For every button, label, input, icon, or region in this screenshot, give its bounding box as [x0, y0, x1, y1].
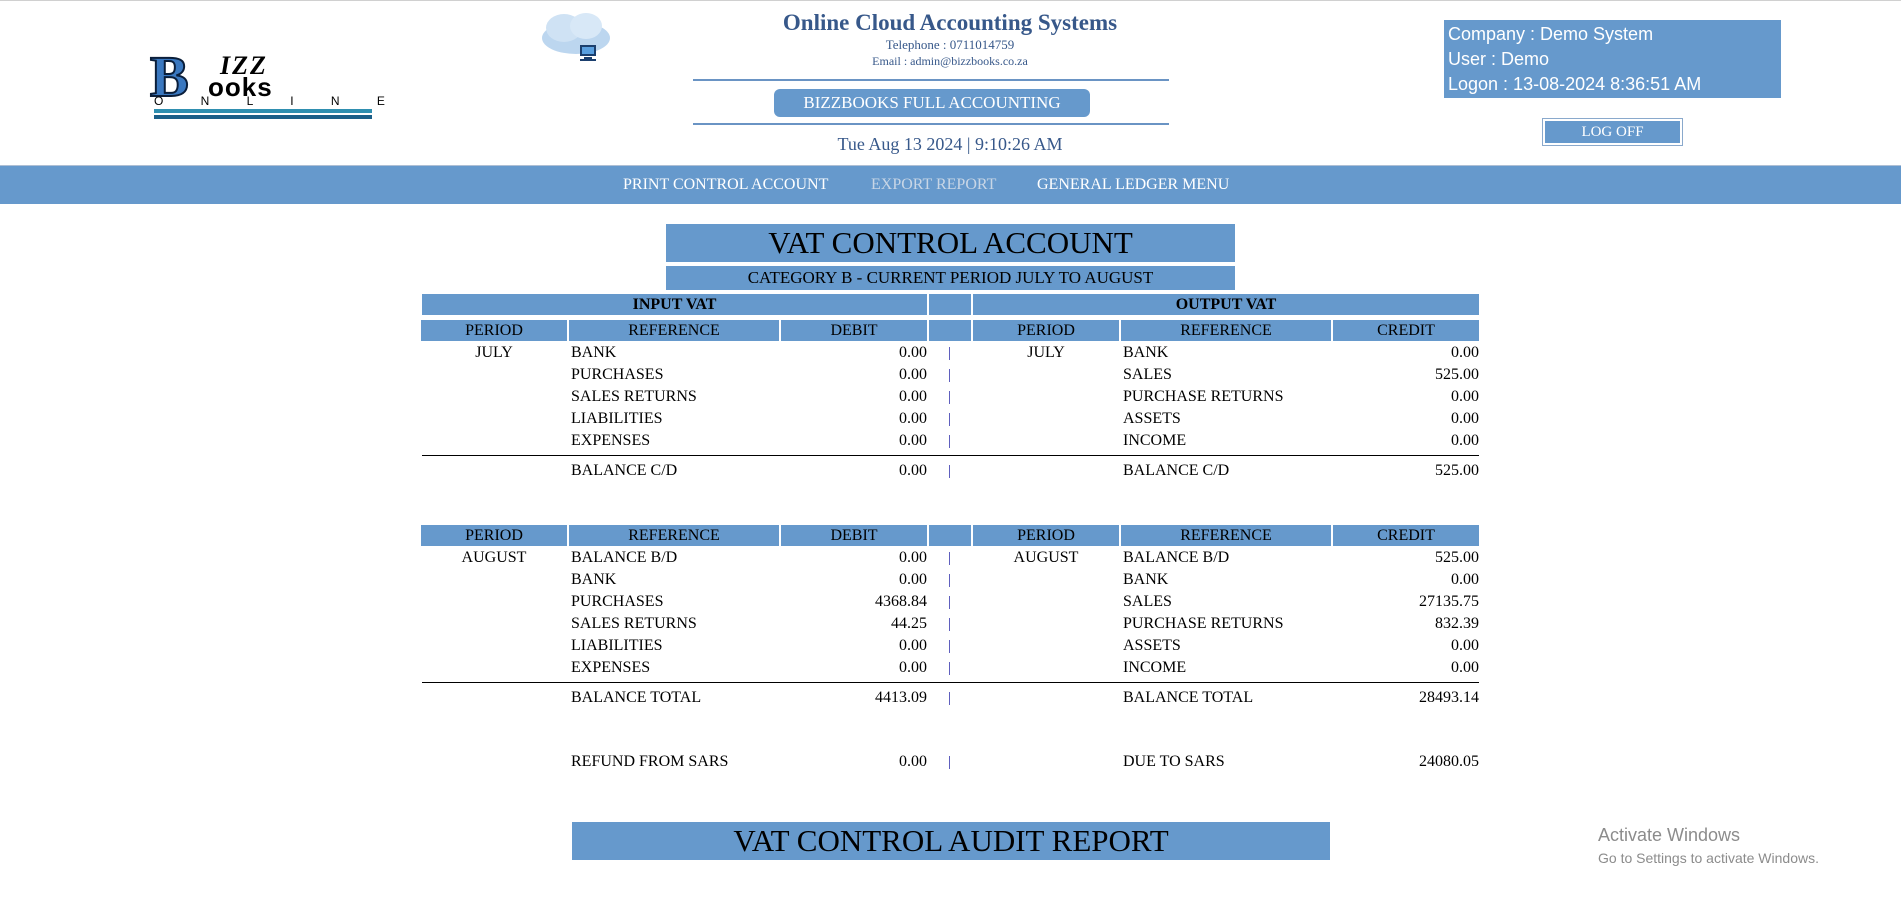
july-output-balance-ref: BALANCE C/D [1123, 462, 1230, 479]
telephone-text: Telephone : 0711014759 [885, 37, 1015, 52]
period-july-input: JULY [475, 344, 513, 361]
period-august-output: AUGUST [1013, 549, 1079, 566]
col-separator [929, 525, 971, 546]
svg-text:B: B [150, 44, 189, 109]
row-separator: | [948, 463, 952, 479]
col-separator [929, 320, 971, 341]
july-input-ref: LIABILITIES [571, 410, 663, 427]
report-title: VAT CONTROL ACCOUNT [666, 224, 1235, 262]
row-separator: | [948, 345, 952, 361]
col-reference-input: REFERENCE [569, 525, 779, 546]
general-ledger-menu-link[interactable]: GENERAL LEDGER MENU [1037, 176, 1230, 193]
logon-label: Logon : 13-08-2024 8:36:51 AM [1448, 74, 1702, 94]
activate-windows-subtitle: Go to Settings to activate Windows. [1598, 850, 1819, 866]
row-separator: | [948, 660, 952, 676]
refund-ref: REFUND FROM SARS [571, 753, 729, 770]
august-output-amount: 0.00 [1451, 637, 1479, 654]
print-control-account-link[interactable]: PRINT CONTROL ACCOUNT [623, 176, 829, 193]
july-output-ref: INCOME [1123, 432, 1187, 449]
row-separator: | [948, 367, 952, 383]
august-input-ref: BANK [571, 571, 617, 588]
august-input-amount: 0.00 [899, 659, 927, 676]
august-output-ref: BALANCE B/D [1123, 549, 1230, 566]
bizzbooks-logo [150, 44, 402, 123]
output-vat-header: OUTPUT VAT [973, 294, 1479, 315]
row-separator: | [948, 411, 952, 427]
july-input-amount: 0.00 [899, 432, 927, 449]
row-separator: | [948, 754, 952, 770]
svg-text:ooks: ooks [208, 72, 273, 102]
august-input-ref: EXPENSES [571, 659, 651, 676]
row-separator: | [948, 433, 952, 449]
august-output-ref: SALES [1123, 593, 1172, 610]
august-total-rule [422, 682, 1479, 683]
august-output-amount: 0.00 [1451, 659, 1479, 676]
july-output-ref: ASSETS [1123, 410, 1181, 427]
refund-amount: 0.00 [899, 753, 927, 770]
august-output-balance-amount: 28493.14 [1419, 689, 1479, 706]
august-input-ref: SALES RETURNS [571, 615, 697, 632]
col-reference-output: REFERENCE [1121, 320, 1331, 341]
menu-bar [0, 165, 1901, 204]
report-category: CATEGORY B - CURRENT PERIOD JULY TO AUGUST [666, 266, 1235, 290]
august-output-amount: 525.00 [1435, 549, 1479, 566]
row-separator: | [948, 690, 952, 706]
col-period-output: PERIOD [973, 525, 1119, 546]
august-input-ref: PURCHASES [571, 593, 664, 610]
august-output-ref: PURCHASE RETURNS [1123, 615, 1284, 632]
user-info-panel [1444, 20, 1781, 98]
july-total-rule [422, 455, 1479, 456]
col-reference-input: REFERENCE [569, 320, 779, 341]
row-separator: | [948, 616, 952, 632]
due-amount: 24080.05 [1419, 753, 1479, 770]
july-output-ref: PURCHASE RETURNS [1123, 388, 1284, 405]
svg-text:O N L I N E: O N L I N E [154, 94, 402, 108]
input-vat-header: INPUT VAT [422, 294, 927, 315]
july-input-amount: 0.00 [899, 410, 927, 427]
july-output-amount: 0.00 [1451, 410, 1479, 427]
activate-windows-title: Activate Windows [1598, 825, 1741, 845]
august-output-amount: 832.39 [1435, 615, 1479, 632]
july-output-ref: SALES [1123, 366, 1172, 383]
august-input-balance-amount: 4413.09 [875, 689, 927, 706]
july-input-ref: SALES RETURNS [571, 388, 697, 405]
july-output-amount: 0.00 [1451, 432, 1479, 449]
email-text: Email : admin@bizzbooks.co.za [872, 54, 1028, 68]
july-output-amount: 0.00 [1451, 388, 1479, 405]
july-output-amount: 0.00 [1451, 344, 1479, 361]
july-input-ref: PURCHASES [571, 366, 664, 383]
july-input-ref: BANK [571, 344, 617, 361]
july-input-ref: EXPENSES [571, 432, 651, 449]
header-divider-top [693, 79, 1169, 81]
august-input-ref: BALANCE B/D [571, 549, 678, 566]
july-input-amount: 0.00 [899, 366, 927, 383]
august-output-amount: 0.00 [1451, 571, 1479, 588]
activate-windows-watermark [1598, 825, 1819, 866]
august-input-balance-ref: BALANCE TOTAL [571, 689, 702, 706]
audit-report-title: VAT CONTROL AUDIT REPORT [572, 822, 1330, 860]
august-output-ref: ASSETS [1123, 637, 1181, 654]
august-input-amount: 0.00 [899, 549, 927, 566]
july-output-balance-amount: 525.00 [1435, 462, 1479, 479]
row-separator: | [948, 638, 952, 654]
col-period-output: PERIOD [973, 320, 1119, 341]
logoff-frame [1542, 118, 1683, 146]
row-separator: | [948, 550, 952, 566]
logoff-button[interactable]: LOG OFF [1545, 121, 1680, 143]
august-input-amount: 0.00 [899, 571, 927, 588]
col-debit: DEBIT [781, 525, 927, 546]
company-label: Company : Demo System [1448, 24, 1654, 44]
august-input-amount: 4368.84 [875, 593, 927, 610]
cloud-computer-icon [536, 8, 616, 64]
col-reference-output: REFERENCE [1121, 525, 1331, 546]
due-ref: DUE TO SARS [1123, 753, 1225, 770]
july-input-amount: 0.00 [899, 388, 927, 405]
july-output-amount: 525.00 [1435, 366, 1479, 383]
row-separator: | [948, 594, 952, 610]
august-output-ref: INCOME [1123, 659, 1187, 676]
col-credit: CREDIT [1333, 525, 1479, 546]
svg-text:IZZ: IZZ [220, 51, 268, 80]
row-separator: | [948, 389, 952, 405]
period-july-output: JULY [1027, 344, 1065, 361]
july-input-amount: 0.00 [899, 344, 927, 361]
col-debit: DEBIT [781, 320, 927, 341]
july-input-balance-ref: BALANCE C/D [571, 462, 678, 479]
header-divider-bottom [693, 123, 1169, 125]
august-output-amount: 27135.75 [1419, 593, 1479, 610]
current-datetime: Tue Aug 13 2024 | 9:10:26 AM [837, 134, 1063, 154]
august-input-amount: 44.25 [891, 615, 927, 632]
august-output-balance-ref: BALANCE TOTAL [1123, 689, 1254, 706]
app-title: Online Cloud Accounting Systems [782, 10, 1118, 35]
user-label: User : Demo [1448, 49, 1550, 69]
col-period-input: PERIOD [421, 320, 567, 341]
row-separator: | [948, 572, 952, 588]
product-title-badge: BIZZBOOKS FULL ACCOUNTING [774, 89, 1090, 117]
col-credit: CREDIT [1333, 320, 1479, 341]
top-border [0, 0, 1901, 1]
export-report-link[interactable]: EXPORT REPORT [871, 176, 997, 193]
august-output-ref: BANK [1123, 571, 1169, 588]
col-period-input: PERIOD [421, 525, 567, 546]
separator-header [929, 294, 971, 315]
august-input-ref: LIABILITIES [571, 637, 663, 654]
period-august-input: AUGUST [461, 549, 527, 566]
august-input-amount: 0.00 [899, 637, 927, 654]
july-output-ref: BANK [1123, 344, 1169, 361]
july-input-balance-amount: 0.00 [899, 462, 927, 479]
